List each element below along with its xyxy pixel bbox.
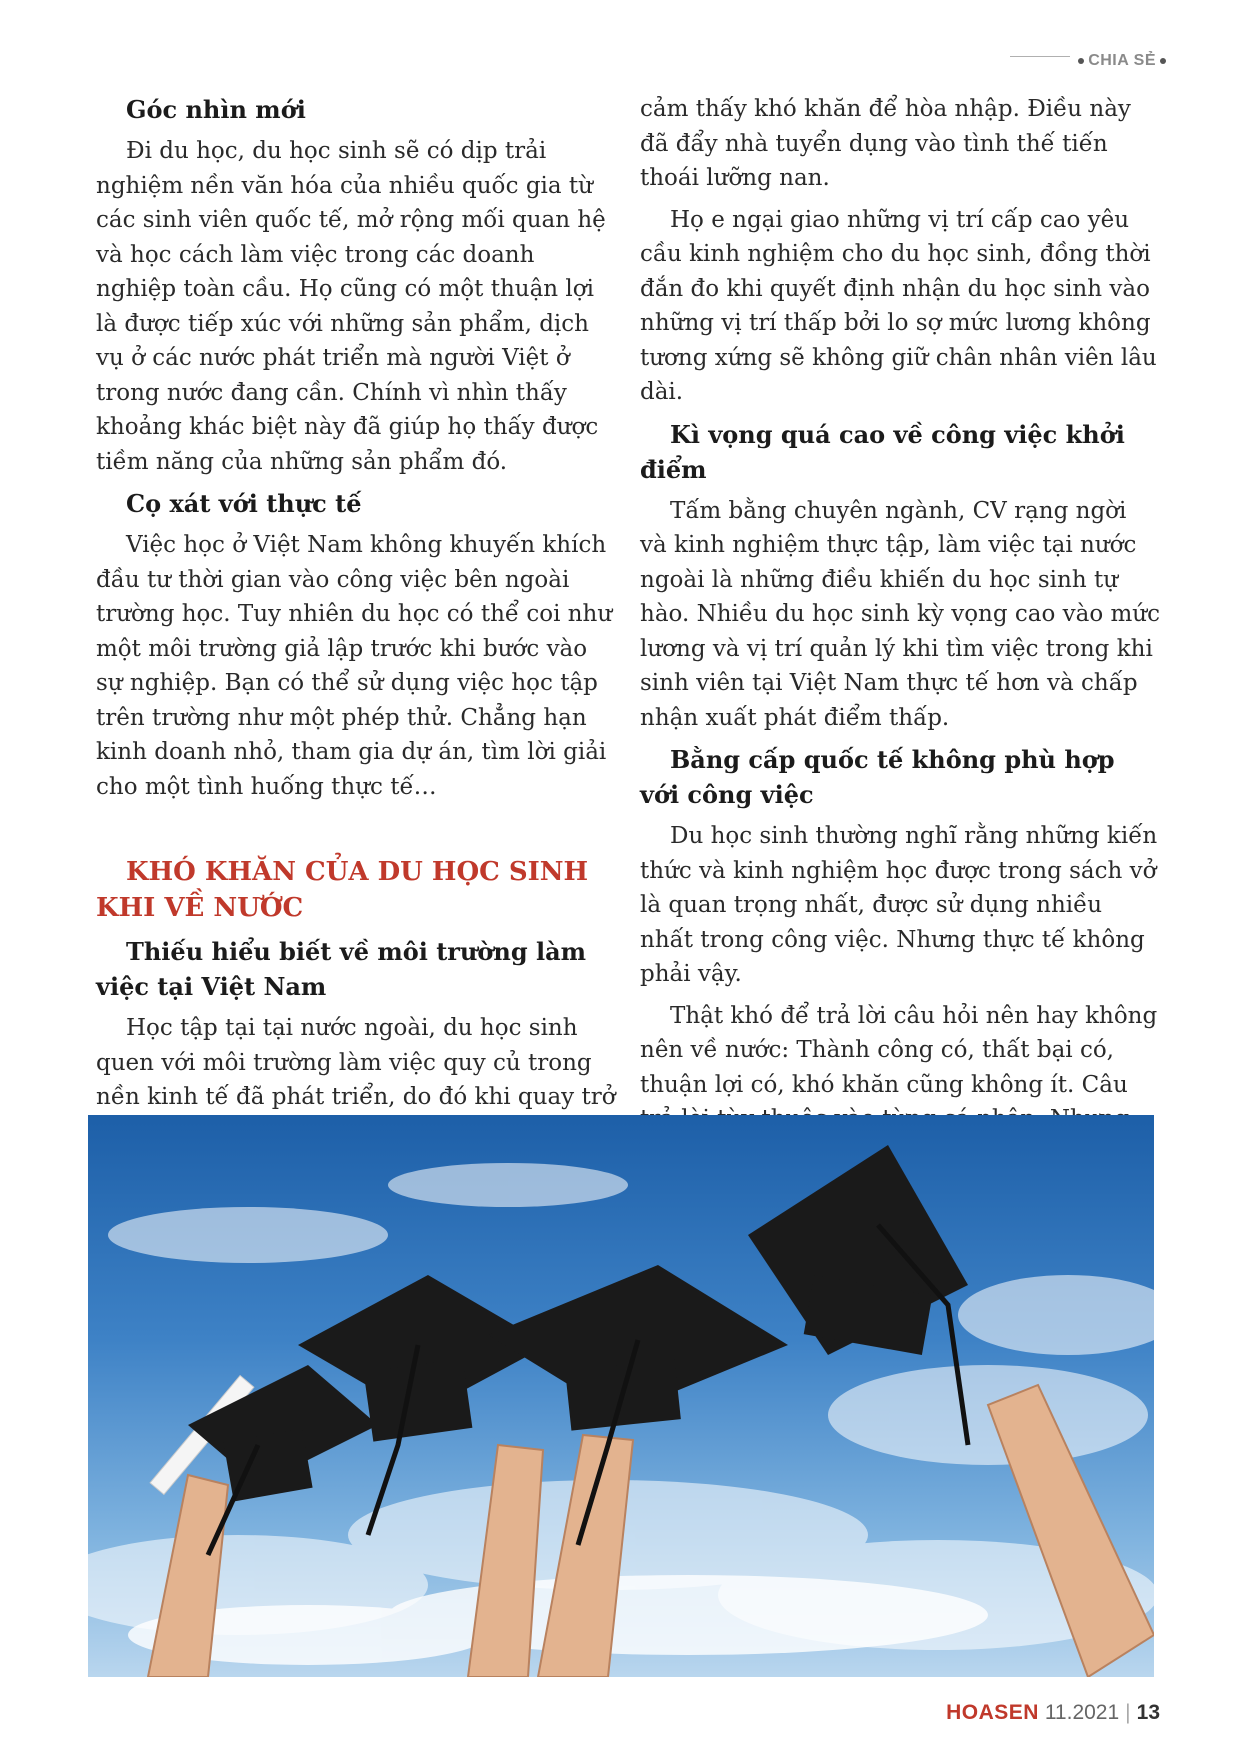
issue-date: 11.2021 <box>1044 1701 1120 1724</box>
graduation-caps-photo <box>88 1115 1154 1677</box>
bullet-dot-icon <box>1160 58 1166 64</box>
subheading-thieu-hieu-biet: Thiếu hiểu biết về môi trường làm việc tại Việt Nam <box>96 937 587 1001</box>
subheading-co-xat: Cọ xát với thực tế <box>126 489 362 518</box>
paragraph-ket-luan: Thật khó để trả lời câu hỏi nên hay không nên về nước: Thành công có, thất bại có, thuận lợi có, khó khăn cũng không ít. Câu <box>640 1002 1158 1098</box>
section-tag-rule <box>1010 56 1070 57</box>
magazine-brand: HOASEN <box>946 1701 1039 1724</box>
paragraph-goc-nhin-moi: Đi du học, du học sinh sẽ có dịp trải nghiệm nền văn hóa của nhiều quốc gia từ các sinh viên quốc tế, mở rộng mối quan hệ và học cách làm việc trong các doanh nghiệp toàn cầu. Họ cũng có một thuận lợi là được tiếp xúc với những sản phẩm, dịch vụ ở các nước phát triển mà người Việt ở trong nước đang cần. Chính vì nhìn thấy khoảng khác biệt này đã giúp họ thấy được tiềm năng của những sản phẩm đó. <box>96 138 606 475</box>
subheading-goc-nhin-moi: Góc nhìn mới <box>126 95 306 124</box>
right-column <box>640 92 1160 1213</box>
subheading-bang-cap: Bằng cấp quốc tế không phù hợp với công việc <box>640 745 1115 809</box>
section-tag <box>1010 52 1170 78</box>
paragraph-continued: cảm thấy khó khăn để hòa nhập. Điều này đã đẩy nhà tuyển dụng vào tình thế tiến thoái lưỡng nan. <box>640 96 1131 191</box>
bullet-dot-icon <box>1078 58 1084 64</box>
subheading-ki-vong: Kì vọng quá cao về công việc khởi điểm <box>640 419 1125 484</box>
paragraph-co-xat: Việc học ở Việt Nam không khuyến khích đầu tư thời gian vào công việc bên ngoài trường học. Tuy nhiên du học có thể coi như một môi trường giả lập trước khi bước vào sự nghiệp. Bạn có thể sử dụng việc học tập trên trường như một phép thử. Chẳng hạn kinh doanh nhỏ, tham gia dự án, tìm lời giải cho một tình huống thực tế… <box>96 532 613 800</box>
section-title: KHÓ KHĂN CỦA DU HỌC SINH KHI VỀ NƯỚC <box>96 857 589 923</box>
left-column <box>96 92 616 1191</box>
page-number: 13 <box>1136 1701 1160 1724</box>
paragraph-e-ngai: Họ e ngại giao những vị trí cấp cao yêu cầu kinh nghiệm cho du học sinh, đồng thời đắn đo khi quyết định nhận du học sinh vào những vị trí thấp bởi lo sợ mức lương không tương xứng sẽ không giữ chân nhân viên lâu dài. <box>640 206 1157 405</box>
graduation-caps-illustration <box>88 1115 1154 1677</box>
paragraph-bang-cap: Du học sinh thường nghĩ rằng những kiến thức và kinh nghiệm học được trong sách vở là quan trọng nhất, được sử dụng nhiều nhất trong công việc. Nhưng thực tế không phải vậy. <box>640 823 1158 987</box>
footer-separator: | <box>1125 1701 1131 1724</box>
paragraph-thieu-hieu-biet: Học tập tại tại nước ngoài, du học sinh quen với môi trường làm việc quy củ trong nền kinh tế đã phát triển, do đó khi quay trở <box>96 1015 616 1110</box>
section-tag-label: CHIA SẺ <box>1088 52 1156 69</box>
page-footer <box>900 1701 1160 1725</box>
paragraph-ki-vong: Tấm bằng chuyên ngành, CV rạng ngời và kinh nghiệm thực tập, làm việc tại nước ngoài là những điều khiến du học sinh tự hào. Nhiều du học sinh kỳ vọng cao vào mức lương và vị trí quản lý khi tìm việc trong khi sinh viên tại Việt Nam thực tế hơn và chấp nhận xuất phát điểm thấp. <box>640 497 1161 731</box>
